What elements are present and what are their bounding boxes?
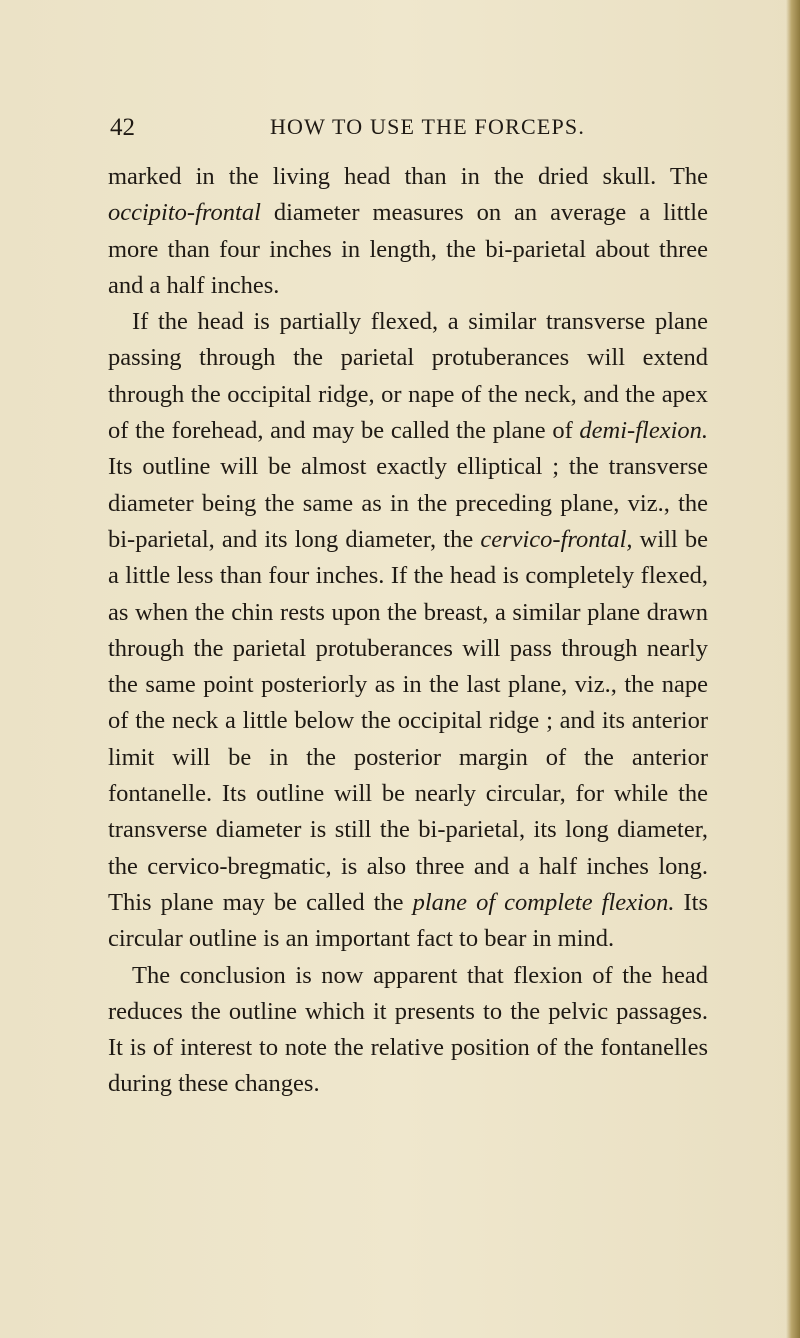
body-text: [108, 159, 708, 1103]
text-segment: The conclusion is now apparent that flexion of the head reduces the outline which it presents to the pelvic passages. It is of interest to note the relative position of the fontanelles during these changes.: [108, 961, 708, 1098]
running-head: HOW TO USE THE FORCEPS.: [269, 114, 586, 139]
page-number: 42: [110, 114, 135, 141]
text-segment: marked in the living head than in the dried skull. The: [108, 163, 708, 190]
page-header: [110, 114, 710, 146]
paragraph-1: [108, 159, 708, 304]
text-segment: diameter measures on an average a little more than four inches in length, the bi-parietal about three and a half inches.: [108, 199, 708, 299]
text-segment: If the head is partially flexed, a similar transverse plane passing through the parietal protuberances will extend through the occipital ridge, or nape of the neck, and the apex of the forehead, and may be called the plane of: [108, 308, 708, 445]
text-segment-italic: plane of complete flexion.: [412, 888, 675, 916]
page-edge: [786, 0, 800, 1338]
paragraph-3: [108, 958, 708, 1103]
text-segment-italic: demi-flexion.: [579, 417, 708, 445]
text-segment-italic: cervico-frontal,: [480, 525, 633, 553]
paragraph-2: [108, 304, 708, 957]
text-segment: will be a little less than four inches. If the head is completely flexed, as when the chin rests upon the breast, a similar plane drawn through the parietal protuberances will pass through nearly the same point posteriorly as in the last plane, viz., the nape of the neck a little below the occipital ridge ; and its anterior limit will be in the posterior margin of the anterior fontanelle. Its outline will be nearly circular, for while the transverse diameter is still the bi-parietal, its long diameter, the cervico-bregmatic, is also three and a half inches long. This plane may be called the: [108, 525, 708, 916]
text-segment-italic: occipito-frontal: [108, 199, 261, 227]
text-segment: Its circular outline is an important fact to bear in mind.: [108, 888, 708, 953]
text-segment: Its outline will be almost exactly elliptical ; the transverse diameter being the same as in the preceding plane, viz., the bi-parietal, and its long diameter, the: [108, 453, 708, 553]
